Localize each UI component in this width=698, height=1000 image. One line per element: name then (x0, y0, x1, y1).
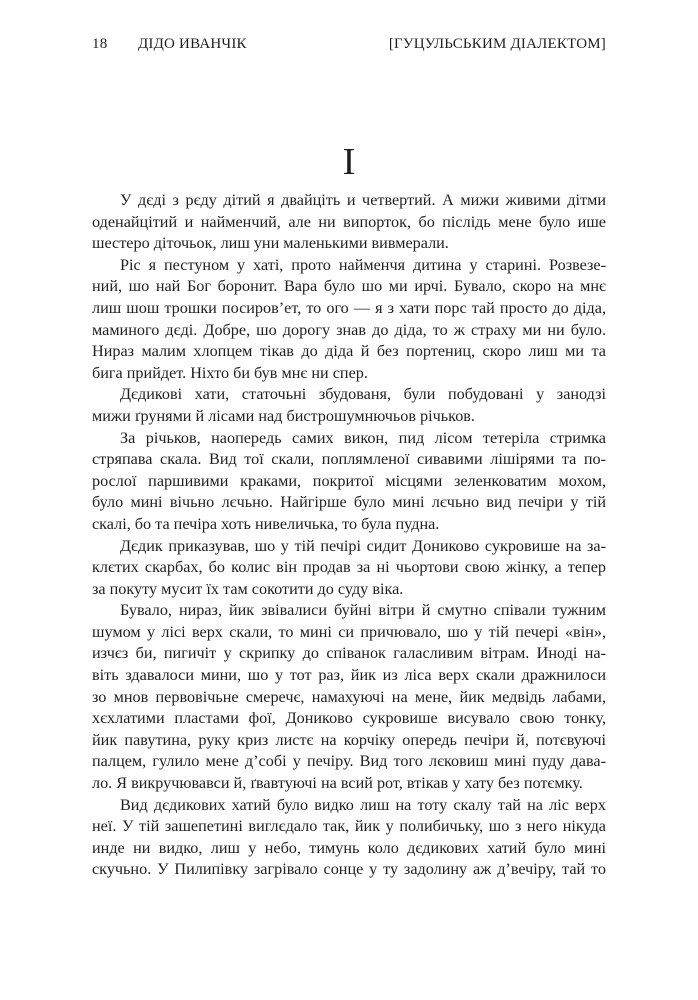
book-title: ДІДО ИВАНЧІК (138, 36, 247, 52)
text-line: У дєді з рєду дітий я двайціть и четвертий. А мижи живими дітми (120, 191, 606, 209)
text-line: Дєдик приказував, шо у тій печірі сидит Дониково сукровише на за- (120, 536, 606, 555)
text-line: оденайцітий и найменчий, але ни випорток, бо післідь мене було ише (92, 212, 606, 231)
text-line: рослої паршивими краками, покритої місцями зеленковатим мохом, (92, 471, 606, 490)
text-line: Ріс я пестуном у хаті, прото найменчя дитина у старині. Розвезе- (120, 255, 606, 274)
chapter-heading: I (342, 141, 356, 183)
text-line: шестеро діточьок, лиш уни маленькими вивмерали. (92, 234, 449, 253)
text-line: палцем, гулило мене д’собі у печіру. Вид того лєковиш мині пуду дава- (92, 752, 606, 771)
text-line: лиш шош трошки посиров’ет, то ого — я з хати порс тай просто до діда, (92, 298, 606, 317)
text-line: клєтих скарбах, бо колис він продав за ні чьортови свою жінку, а тепер (92, 558, 606, 577)
text-line: шумом у лісі верх скали, то мині си причювало, шо у тій печері «він», (92, 622, 606, 641)
text-line: бига прийдет. Ніхто би був мнє ни спер. (92, 363, 368, 382)
text-line: изчєз би, пигичіт у скрипку до співанок галасливим вітрам. Иноді на- (92, 644, 606, 663)
text-line: Бувало, нираз, йик звівалиси буйні вітри й смутно співали тужним (120, 601, 606, 620)
text-line: йик павутина, руку криз листє на корчіку опередь печіри й, потєвуючі (92, 730, 606, 749)
paragraph (92, 190, 606, 255)
running-header (92, 36, 606, 56)
paragraph (92, 600, 606, 794)
text-line: неї. У тій зашепетині виглєдало так, йик у полибичьку, шо з него нікуда (92, 817, 606, 836)
paragraph (92, 536, 606, 601)
text-line: Вид дєдикових хатий було видко лиш на тоту скалу тай на ліс верх (120, 795, 606, 814)
paragraph (92, 795, 606, 881)
page-number: 18 (92, 36, 108, 52)
paragraph (92, 255, 606, 385)
paragraph (92, 428, 606, 536)
text-line: Нираз малим хлопцем тікав до діда й без портениц, скоро лиш ми та (92, 342, 606, 361)
text-line: За річьков, наопередь самих викон, пид лісом тетеріла стримка (120, 428, 606, 447)
text-line: стряпава скала. Вид тої скали, поплямленої сивавими лішірями та по- (92, 450, 606, 469)
book-subtitle: [ГУЦУЛЬСЬКИМ ДІАЛЕКТОМ] (388, 36, 606, 52)
text-line: маминого дєді. Добре, шо дорогу знав до діда, то ж страху ми ни було. (92, 320, 606, 339)
text-line: скалі, бо та печіра хоть нивеличька, то була пудна. (92, 514, 440, 533)
text-line: було мині вічьно лєчьно. Найгірше було мині лєчьно вид печіри у тій (92, 493, 606, 512)
text-line: ло. Я викручювавси й, ґвавтуючі на всий рот, втікав у хату без потємку. (92, 774, 583, 793)
text-line: хєхлатими пластами фої, Дониково сукровише висувало свою тонку, (92, 709, 606, 728)
text-line: мижи ґрунями й лісами над бистрошумнючьов річьков. (92, 406, 475, 425)
text-line: ний, шо най Бог боронит. Вара було шо ми ирчі. Бувало, скоро на мнє (92, 277, 606, 296)
paragraph (92, 384, 606, 427)
text-line: віть здавалоси мини, шо у тот раз, йик из ліса верх скали дражнилоси (92, 666, 606, 685)
text-line: зо мнов первовічьне смеречє, намахуючі на мене, йик медвідь лабами, (92, 687, 606, 706)
text-line: скучьно. У Пилипівку загрівало сонце у ту задолину аж д’вечіру, тай то (92, 860, 606, 879)
body-text (92, 190, 606, 881)
text-line: Дєдикові хати, статочьні збудованя, були побудовані у занодзі (120, 385, 606, 404)
text-line: за покуту мусит їх там сокотити до суду віка. (92, 579, 404, 598)
text-line: инде ни видко, лиш у небо, тимунь коло дєдикових хатий було мині (92, 838, 606, 857)
